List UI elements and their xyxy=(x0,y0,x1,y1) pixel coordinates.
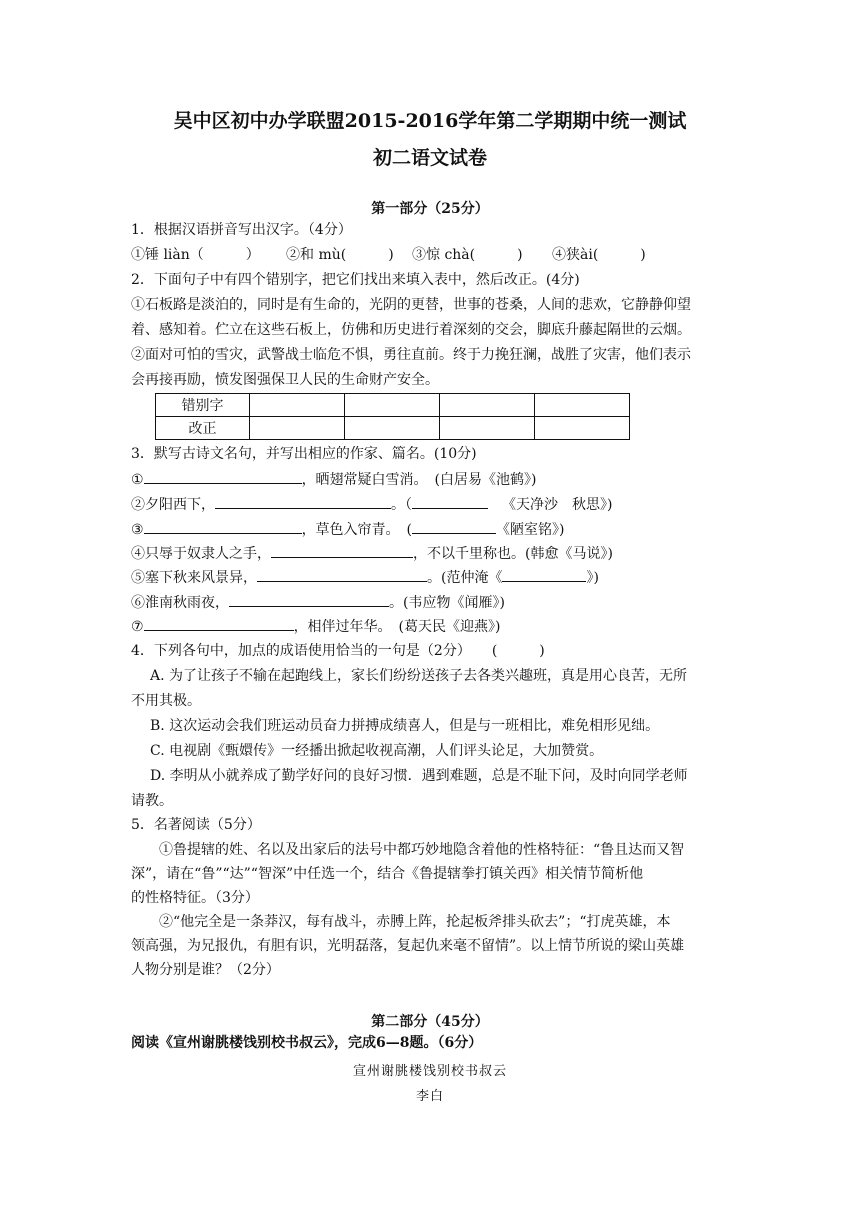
answer-blank[interactable] xyxy=(144,519,302,534)
part1-heading: 第一部分（25分） xyxy=(371,201,489,217)
q2-passage-line: ①石板路是淡泊的，同时是有生命的，光阴的更替，世事的苍桑，人间的悲欢，它静静仰望 xyxy=(131,297,691,313)
answer-cell[interactable] xyxy=(345,417,440,440)
q3-line-7 xyxy=(131,616,501,637)
q5-stem: 5．名著阅读（5分） xyxy=(131,817,261,833)
q4-option-c: C. 电视剧《甄嬛传》一经播出掀起收视高潮，人们评头论足，大加赞赏。 xyxy=(150,743,604,759)
line-number: ① xyxy=(131,472,144,488)
answer-blank[interactable] xyxy=(412,519,496,534)
poem-author: 李白 xyxy=(415,1089,444,1104)
line-text: 。(范仲淹《 xyxy=(427,570,503,586)
line-text: ④只辱于奴隶人之手， xyxy=(131,546,271,562)
line-text: ⑥淮南秋雨夜， xyxy=(131,595,229,611)
answer-cell[interactable] xyxy=(345,394,440,417)
q2-stem: 2．下面句子中有四个错别字，把它们找出来填入表中，然后改正。(4分) xyxy=(131,272,580,288)
line-text: ⑤塞下秋来风景异， xyxy=(131,570,257,586)
q4-option-a-cont: 不用其极。 xyxy=(131,693,201,709)
line-text: ，不以千里称也。(韩愈《马说》) xyxy=(413,546,613,562)
row-label-correction: 改正 xyxy=(156,417,250,440)
row-label-wrong-char: 错别字 xyxy=(156,394,250,417)
q2-passage-line: 着、感知着。伫立在这些石板上，仿佛和历史进行着深刻的交会，脚底升藤起隔世的云烟。 xyxy=(131,322,691,338)
line-text: 。（ xyxy=(391,497,412,513)
q2-passage-line: 会再接再励，愤发图强保卫人民的生命财产安全。 xyxy=(131,372,439,388)
exam-title: 吴中区初中办学联盟2015-2016学年第二学期期中统一测试 xyxy=(173,110,687,132)
line-text: ，草色入帘青。 ( xyxy=(301,522,413,538)
q5-passage-line: ②“他完全是一条莽汉，每有战斗，赤膊上阵，抡起板斧排头砍去”；“打虎英雄，本 xyxy=(159,914,671,930)
q5-passage-line: 领高强，为兄报仇，有胆有识，光明磊落，复起仇来毫不留情”。以上情节所说的梁山英雄 xyxy=(131,938,685,954)
q2-passage-line: ②面对可怕的雪灾，武警战士临危不惧，勇往直前。终于力挽狂澜，战胜了灾害，他们表示 xyxy=(131,347,691,363)
answer-blank[interactable] xyxy=(412,494,488,509)
q1-item-2: ②和 mù( ) xyxy=(286,247,394,263)
q5-passage-line: 人物分别是谁？（2分） xyxy=(131,962,280,978)
answer-cell[interactable] xyxy=(250,394,345,417)
q3-line-4 xyxy=(131,543,613,564)
q4-option-d: D. 李明从小就养成了勤学好问的良好习惯．遇到难题，总是不耻下问，及时向同学老师 xyxy=(150,768,688,784)
line-text: ，相伴过年华。 (葛天民《迎燕》) xyxy=(293,619,501,635)
error-correction-table xyxy=(155,393,630,440)
reading-intro: 阅读《宣州谢朓楼饯别校书叔云》，完成6—8题。（6分） xyxy=(131,1035,483,1051)
part2-heading: 第二部分（45分） xyxy=(371,1014,489,1030)
q1-item-3: ③惊 chà( ) xyxy=(412,247,523,263)
poem-title: 宣州谢朓楼饯别校书叔云 xyxy=(352,1064,507,1079)
q5-passage-line: ①鲁提辖的姓、名以及出家后的法号中都巧妙地隐含着他的性格特征：“鲁且达而又智 xyxy=(159,842,685,858)
answer-cell[interactable] xyxy=(535,417,630,440)
answer-blank[interactable] xyxy=(502,567,586,582)
q3-line-2 xyxy=(131,494,612,515)
q5-passage-line: 深”，请在“鲁”“达”“智深”中任选一个，结合《鲁提辖拳打镇关西》相关情节简析他 xyxy=(131,866,644,882)
q3-line-6 xyxy=(131,592,505,613)
line-text: 《陋室铭》) xyxy=(496,522,565,538)
answer-blank[interactable] xyxy=(144,616,294,631)
q5-passage-line: 的性格特征。（3分） xyxy=(131,890,259,906)
line-number: ③ xyxy=(131,522,144,538)
q4-option-a: A. 为了让孩子不输在起跑线上，家长们纷纷送孩子去各类兴趣班，真是用心良苦，无所 xyxy=(150,668,688,684)
answer-cell[interactable] xyxy=(440,417,535,440)
answer-blank[interactable] xyxy=(144,469,302,484)
q3-line-1 xyxy=(131,469,537,490)
answer-blank[interactable] xyxy=(271,543,413,558)
q3-stem: 3．默写古诗文名句，并写出相应的作家、篇名。(10分) xyxy=(131,446,477,462)
line-text: 》) xyxy=(586,570,599,586)
answer-blank[interactable] xyxy=(229,592,389,607)
q4-option-b: B. 这次运动会我们班运动员奋力拼搏成绩喜人，但是与一班相比，难免相形见绌。 xyxy=(150,718,660,734)
answer-cell[interactable] xyxy=(535,394,630,417)
answer-blank[interactable] xyxy=(215,494,391,509)
q1-stem: 1．根据汉语拼音写出汉字。（4分） xyxy=(131,222,352,238)
q3-line-3 xyxy=(131,519,565,540)
answer-cell[interactable] xyxy=(250,417,345,440)
line-text: ，晒翅常疑白雪消。 (白居易《池鹤》) xyxy=(301,472,537,488)
q4-option-d-cont: 请教。 xyxy=(131,793,173,809)
line-number: ⑦ xyxy=(131,619,144,635)
q1-item-1: ①锤 liàn（ ） xyxy=(131,247,260,263)
line-text: ②夕阳西下， xyxy=(131,497,215,513)
answer-cell[interactable] xyxy=(440,394,535,417)
line-text: 《天净沙 秋思》) xyxy=(502,497,613,513)
line-text: 。(韦应物《闻雁》) xyxy=(389,595,505,611)
q3-line-5 xyxy=(131,567,599,588)
table-row xyxy=(156,417,630,440)
exam-subtitle: 初二语文试卷 xyxy=(372,147,487,169)
table-row xyxy=(156,394,630,417)
q4-stem: 4．下列各句中，加点的成语使用恰当的一句是（2分） ( ) xyxy=(131,643,545,659)
answer-blank[interactable] xyxy=(257,567,427,582)
q1-item-4: ④狭ài( ) xyxy=(552,247,646,263)
